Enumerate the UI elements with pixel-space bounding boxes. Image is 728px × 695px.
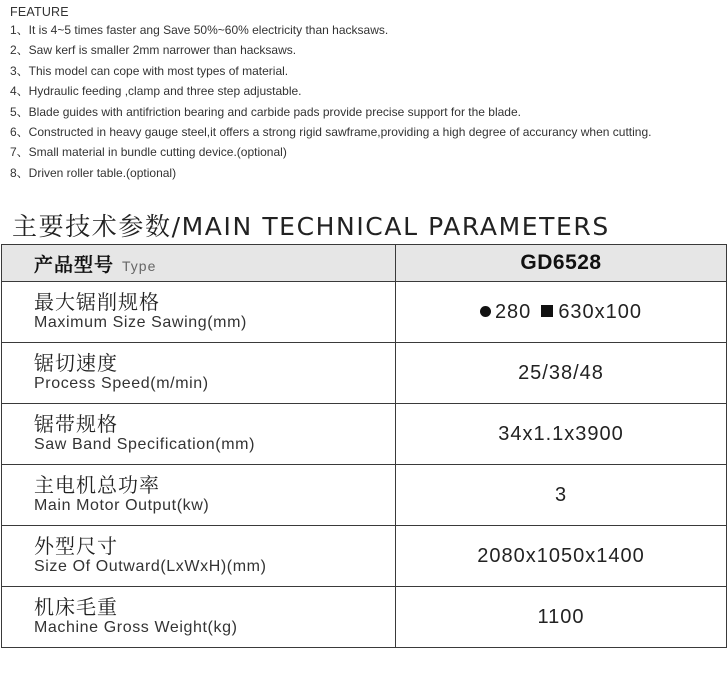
row-label <box>2 465 396 526</box>
label-cn: 锯带规格 <box>34 412 118 436</box>
feature-item: 7、Small material in bundle cutting device.(optional) <box>10 145 287 160</box>
table-row <box>2 343 727 404</box>
label-cn: 机床毛重 <box>34 595 118 619</box>
row-value <box>396 282 727 343</box>
feature-item: 2、Saw kerf is smaller 2mm narrower than hacksaws. <box>10 43 297 58</box>
label-cn: 主电机总功率 <box>34 473 160 497</box>
row-label <box>2 526 396 587</box>
table-row <box>2 404 727 465</box>
row-value: 2080x1050x1400 <box>396 526 727 587</box>
table-row <box>2 526 727 587</box>
header-type-label <box>2 245 396 282</box>
row-label <box>2 587 396 648</box>
feature-item: 6、Constructed in heavy gauge steel,it offers a strong rigid sawframe,providing a high degree of accurancy when cutting. <box>10 125 652 140</box>
table-row <box>2 282 727 343</box>
feature-section <box>10 4 726 183</box>
feature-item: 4、Hydraulic feeding ,clamp and three step adjustable. <box>10 84 302 99</box>
row-value: 25/38/48 <box>396 343 727 404</box>
feature-item: 3、This model can cope with most types of material. <box>10 63 289 78</box>
row-value: 3 <box>396 465 727 526</box>
filled-circle-icon <box>480 306 491 317</box>
main-title: 主要技术参数/MAIN TECHNICAL PARAMETERS <box>12 211 610 241</box>
label-en: Size Of Outward(LxWxH)(mm) <box>34 558 267 575</box>
label-cn: 锯切速度 <box>34 351 118 375</box>
label-en: Maximum Size Sawing(mm) <box>34 314 247 331</box>
feature-title: FEATURE <box>10 5 69 19</box>
label-en: Saw Band Specification(mm) <box>34 436 256 453</box>
feature-item: 1、It is 4~5 times faster ang Save 50%~60% electricity than hacksaws. <box>10 23 389 37</box>
header-label-en: Type <box>122 257 157 274</box>
feature-item: 5、Blade guides with antifriction bearing and carbide pads provide precise support for the blade. <box>10 104 521 119</box>
feature-item: 8、Driven roller table.(optional) <box>10 165 177 180</box>
row-label <box>2 404 396 465</box>
row-value: 1100 <box>396 587 727 648</box>
table-row <box>2 587 727 648</box>
label-en: Machine Gross Weight(kg) <box>34 619 238 636</box>
table-header-row <box>2 245 727 282</box>
row-label <box>2 343 396 404</box>
label-cn: 最大锯削规格 <box>34 290 160 314</box>
filled-square-icon <box>541 305 553 317</box>
label-cn: 外型尺寸 <box>34 534 118 558</box>
header-model: GD6528 <box>396 245 727 282</box>
square-size-value: 630x100 <box>558 300 643 323</box>
label-en: Process Speed(m/min) <box>34 375 209 392</box>
header-label-cn: 产品型号 <box>34 253 115 276</box>
label-en: Main Motor Output(kw) <box>34 497 210 514</box>
round-size-value: 280 <box>494 300 532 323</box>
table-row <box>2 465 727 526</box>
row-label <box>2 282 396 343</box>
row-value: 34x1.1x3900 <box>396 404 727 465</box>
parameters-table <box>1 244 727 648</box>
feature-list <box>10 20 726 183</box>
